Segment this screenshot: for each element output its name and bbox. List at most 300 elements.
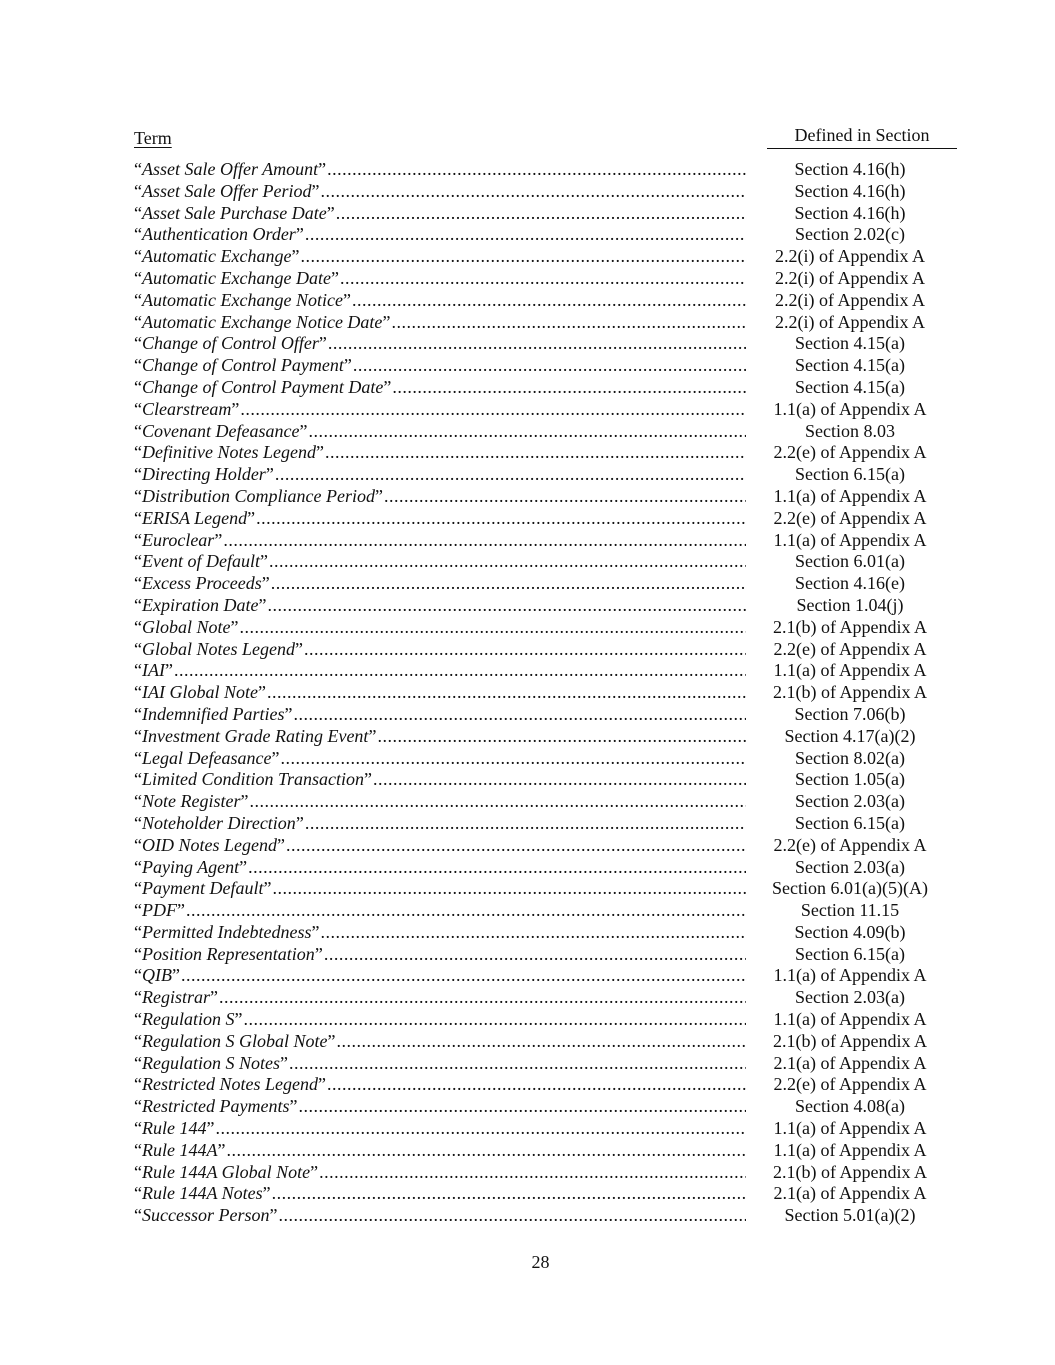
open-quote: “ [134,878,142,899]
table-row [134,1009,954,1031]
table-row [134,944,954,966]
defined-term [134,1205,746,1227]
section-reference: Section 4.08(a) [795,1096,905,1117]
section-reference: 1.1(a) of Appendix A [773,1118,927,1139]
table-row [134,987,954,1009]
section-reference: Section 11.15 [800,900,900,921]
defined-term-text [134,399,239,421]
defined-term [134,660,746,682]
defined-term [134,399,746,421]
dot-leader [303,639,746,661]
dot-leader [326,159,746,181]
defined-term-text [134,1162,318,1184]
table-row [134,617,954,639]
table-row [134,1205,954,1227]
table-row [134,1074,954,1096]
term-name: Covenant Defeasance [142,420,300,441]
open-quote: “ [134,267,142,288]
table-row [134,1162,954,1184]
section-reference: Section 1.04(j) [796,594,904,615]
term-name: Regulation S [142,1009,235,1030]
close-quote: ” [315,442,324,463]
defined-term [134,813,746,835]
open-quote: “ [134,594,142,615]
defined-term-text [134,813,304,835]
table-row [134,813,954,835]
defined-term [134,442,746,464]
defined-term [134,1118,746,1140]
dot-leader [299,246,746,268]
section-reference: 2.2(i) of Appendix A [775,289,925,310]
close-quote: ” [326,202,335,223]
table-row [134,551,954,573]
section-reference: 2.2(i) of Appendix A [775,311,925,332]
section-reference: Section 4.15(a) [795,376,905,397]
defined-term-text [134,333,327,355]
defined-term [134,857,746,879]
defined-term [134,769,746,791]
term-name: Regulation S Notes [142,1052,280,1073]
dot-leader [239,617,747,639]
term-name: Asset Sale Offer Period [142,180,312,201]
defined-term-text [134,1183,271,1205]
table-row [134,639,954,661]
open-quote: “ [134,398,142,419]
close-quote: ” [214,529,223,550]
defined-term-text [134,1205,277,1227]
defined-term-text [134,203,335,225]
term-name: OID Notes Legend [142,834,277,855]
defined-term [134,224,746,246]
close-quote: ” [327,1030,336,1051]
section-reference: 2.1(b) of Appendix A [773,682,927,703]
defined-term-text [134,421,307,443]
term-name: Euroclear [142,529,215,550]
open-quote: “ [134,573,142,594]
defined-term-text [134,987,218,1009]
table-row [134,355,954,377]
defined-term [134,791,746,813]
table-row [134,1183,954,1205]
close-quote: ” [172,965,180,986]
term-column-header: Term [134,128,172,148]
defined-term-text [134,639,303,661]
defined-term [134,530,746,552]
defined-term [134,987,746,1009]
dot-leader [270,573,746,595]
open-quote: “ [134,725,142,746]
defined-term-text [134,246,299,268]
section-reference: 2.1(b) of Appendix A [773,1161,927,1182]
table-row [134,224,954,246]
section-reference: Section 4.16(h) [794,202,906,223]
open-quote: “ [134,921,142,942]
close-quote: ” [295,812,304,833]
term-name: Global Notes Legend [142,638,295,659]
defined-term [134,682,746,704]
term-name: Rule 144A [142,1139,218,1160]
dot-leader [351,290,746,312]
dot-leader [376,726,746,748]
open-quote: “ [134,529,142,550]
term-name: Rule 144A Global Note [142,1161,311,1182]
table-row [134,377,954,399]
close-quote: ” [247,507,256,528]
section-reference: 2.2(e) of Appendix A [773,1074,927,1095]
section-reference: Section 2.03(a) [795,791,905,812]
term-name: Rule 144 [142,1118,207,1139]
term-name: Restricted Notes Legend [142,1074,318,1095]
dot-leader [319,181,746,203]
section-reference: Section 4.16(e) [795,573,905,594]
defined-term [134,1140,746,1162]
close-quote: ” [280,1052,288,1073]
open-quote: “ [134,1183,142,1204]
defined-term [134,965,746,987]
term-name: Automatic Exchange Notice Date [142,311,383,332]
open-quote: “ [134,900,142,921]
defined-term-text [134,224,304,246]
open-quote: “ [134,1074,142,1095]
defined-term-text [134,355,352,377]
close-quote: ” [276,834,285,855]
table-row [134,1053,954,1075]
defined-term-text [134,159,326,181]
term-name: Restricted Payments [142,1096,290,1117]
dot-leader [185,900,746,922]
term-name: QIB [142,965,172,986]
open-quote: “ [134,791,142,812]
open-quote: “ [134,638,142,659]
close-quote: ” [299,420,308,441]
term-name: PDF [142,900,177,921]
dot-leader [335,1031,746,1053]
defined-term-text [134,617,239,639]
close-quote: ” [311,921,320,942]
section-reference: Section 6.01(a)(5)(A) [772,878,928,899]
term-name: Change of Control Payment Date [142,376,384,397]
table-row [134,508,954,530]
dot-leader [339,268,746,290]
defined-term-text [134,944,323,966]
term-name: Distribution Compliance Period [142,485,375,506]
open-quote: “ [134,834,142,855]
open-quote: “ [134,1096,142,1117]
term-name: Directing Holder [142,464,266,485]
defined-term [134,748,746,770]
table-row [134,726,954,748]
defined-term-text [134,769,372,791]
dot-leader [274,464,746,486]
table-row [134,748,954,770]
defined-term-text [134,682,266,704]
defined-term [134,1009,746,1031]
section-reference: Section 5.01(a)(2) [784,1205,916,1226]
table-row [134,704,954,726]
open-quote: “ [134,1009,142,1030]
close-quote: ” [259,551,268,572]
section-reference: Section 4.15(a) [795,355,905,376]
section-reference: Section 7.06(b) [794,703,906,724]
close-quote: ” [217,1139,226,1160]
term-name: Rule 144A Notes [142,1183,263,1204]
close-quote: ” [318,333,327,354]
section-reference: Section 6.15(a) [795,812,905,833]
defined-term-text [134,530,222,552]
dot-leader [173,660,746,682]
defined-term-text [134,312,390,334]
close-quote: ” [239,856,248,877]
close-quote: ” [261,573,270,594]
dot-leader [335,203,746,225]
defined-term-text [134,726,376,748]
term-name: Permitted Indebtedness [142,921,312,942]
close-quote: ” [257,682,266,703]
dot-leader [297,1096,746,1118]
term-name: Regulation S Global Note [142,1030,328,1051]
dot-leader [319,922,746,944]
close-quote: ” [383,376,392,397]
term-name: IAI [142,660,165,681]
term-name: Indemnified Parties [142,703,285,724]
term-name: ERISA Legend [142,507,248,528]
section-reference: Section 6.01(a) [795,551,905,572]
table-row [134,965,954,987]
defined-term [134,551,746,573]
close-quote: ” [230,616,239,637]
defined-term-text [134,551,268,573]
dot-leader [383,486,746,508]
open-quote: “ [134,507,142,528]
term-name: Position Representation [142,943,315,964]
dot-leader [266,682,746,704]
defined-term [134,1162,746,1184]
term-name: Automatic Exchange Notice [142,289,343,310]
defined-term-text [134,791,248,813]
defined-term [134,573,746,595]
dot-leader [285,835,746,857]
defined-term-text [134,181,319,203]
defined-term [134,203,746,225]
table-row [134,246,954,268]
defined-term-text [134,377,391,399]
defined-term [134,159,746,181]
section-reference: Section 6.15(a) [795,943,905,964]
close-quote: ” [317,1074,326,1095]
defined-term [134,878,746,900]
table-row [134,1118,954,1140]
table-row [134,181,954,203]
dot-leader [327,333,746,355]
section-reference: Section 4.16(h) [794,180,906,201]
defined-term [134,617,746,639]
table-row [134,660,954,682]
table-row [134,203,954,225]
defined-term [134,1096,746,1118]
dot-leader [304,224,746,246]
section-reference: 2.1(a) of Appendix A [773,1183,927,1204]
section-reference: Section 4.09(b) [794,921,906,942]
defined-term [134,1053,746,1075]
table-row [134,900,954,922]
defined-term [134,900,746,922]
term-name: Event of Default [142,551,260,572]
term-name: Successor Person [142,1205,270,1226]
defined-term [134,377,746,399]
defined-term [134,508,746,530]
section-reference: 2.2(e) of Appendix A [773,442,927,463]
section-reference: Section 4.16(h) [794,159,906,179]
term-name: Excess Proceeds [142,573,262,594]
open-quote: “ [134,660,142,681]
section-reference: Section 2.03(a) [795,987,905,1008]
close-quote: ” [295,224,304,245]
section-column-header: Defined in Section [767,125,957,149]
table-row [134,857,954,879]
definitions-table [134,159,954,1227]
term-name: Asset Sale Offer Amount [142,159,319,179]
open-quote: “ [134,289,142,310]
open-quote: “ [134,616,142,637]
open-quote: “ [134,987,142,1008]
section-reference: Section 8.02(a) [795,747,905,768]
close-quote: ” [265,464,274,485]
defined-term [134,268,746,290]
dot-leader [268,551,746,573]
dot-leader [277,1205,746,1227]
section-reference: 2.2(e) of Appendix A [773,638,927,659]
defined-term-text [134,1053,288,1075]
dot-leader [372,769,746,791]
defined-term [134,726,746,748]
defined-term [134,944,746,966]
section-reference: 2.2(e) of Appendix A [773,507,927,528]
table-row [134,312,954,334]
defined-term-text [134,704,292,726]
close-quote: ” [262,1183,271,1204]
close-quote: ” [330,267,339,288]
term-name: Clearstream [142,398,232,419]
defined-term-text [134,442,324,464]
term-name: Expiration Date [142,594,259,615]
table-row [134,333,954,355]
section-reference: 1.1(a) of Appendix A [773,965,927,986]
table-row [134,1140,954,1162]
open-quote: “ [134,180,142,201]
section-reference: 1.1(a) of Appendix A [773,1009,927,1030]
open-quote: “ [134,1118,142,1139]
dot-leader [243,1009,747,1031]
term-name: Investment Grade Rating Event [142,725,369,746]
open-quote: “ [134,355,142,376]
close-quote: ” [289,1096,298,1117]
open-quote: “ [134,812,142,833]
close-quote: ” [177,900,185,921]
close-quote: ” [164,660,173,681]
section-reference: Section 6.15(a) [795,464,905,485]
defined-term [134,639,746,661]
defined-term [134,312,746,334]
close-quote: ” [263,878,272,899]
close-quote: ” [342,289,351,310]
dot-leader [239,399,746,421]
open-quote: “ [134,1030,142,1051]
term-name: Registrar [142,987,211,1008]
defined-term-text [134,1031,335,1053]
defined-term-text [134,290,351,312]
table-row [134,573,954,595]
term-name: Definitive Notes Legend [142,442,316,463]
open-quote: “ [134,1052,142,1073]
defined-term [134,1031,746,1053]
table-row [134,682,954,704]
dot-leader [271,1183,746,1205]
dot-leader [390,312,746,334]
open-quote: “ [134,682,142,703]
section-reference: 1.1(a) of Appendix A [773,660,927,681]
table-row [134,1031,954,1053]
section-reference: Section 4.15(a) [795,333,905,354]
dot-leader [326,1074,746,1096]
close-quote: ” [310,1161,319,1182]
table-row [134,486,954,508]
close-quote: ” [368,725,377,746]
dot-leader [307,421,746,443]
open-quote: “ [134,224,142,245]
defined-term [134,1183,746,1205]
close-quote: ” [240,791,249,812]
term-name: Noteholder Direction [142,812,296,833]
section-reference: 2.1(b) of Appendix A [773,616,927,637]
dot-leader [324,442,746,464]
section-reference: 1.1(a) of Appendix A [773,485,927,506]
defined-term-text [134,857,247,879]
defined-term [134,1074,746,1096]
term-name: Legal Defeasance [142,747,272,768]
defined-term-text [134,1074,326,1096]
open-quote: “ [134,311,142,332]
open-quote: “ [134,943,142,964]
section-reference: 2.2(i) of Appendix A [775,267,925,288]
open-quote: “ [134,769,142,790]
table-row [134,421,954,443]
close-quote: ” [231,398,240,419]
table-row [134,159,954,181]
close-quote: ” [271,747,280,768]
close-quote: ” [314,943,323,964]
table-row [134,530,954,552]
term-name: Paying Agent [142,856,240,877]
defined-term-text [134,1009,243,1031]
close-quote: ” [258,594,267,615]
open-quote: “ [134,420,142,441]
defined-term [134,704,746,726]
close-quote: ” [382,311,391,332]
dot-leader [288,1053,746,1075]
dot-leader [304,813,746,835]
defined-term-text [134,268,339,290]
section-reference: 2.1(a) of Appendix A [773,1052,927,1073]
defined-term-text [134,965,180,987]
defined-term [134,421,746,443]
defined-term [134,835,746,857]
open-quote: “ [134,464,142,485]
section-reference: 2.2(e) of Appendix A [773,834,927,855]
close-quote: ” [364,769,373,790]
close-quote: ” [375,485,383,506]
close-quote: ” [234,1009,243,1030]
defined-term [134,355,746,377]
